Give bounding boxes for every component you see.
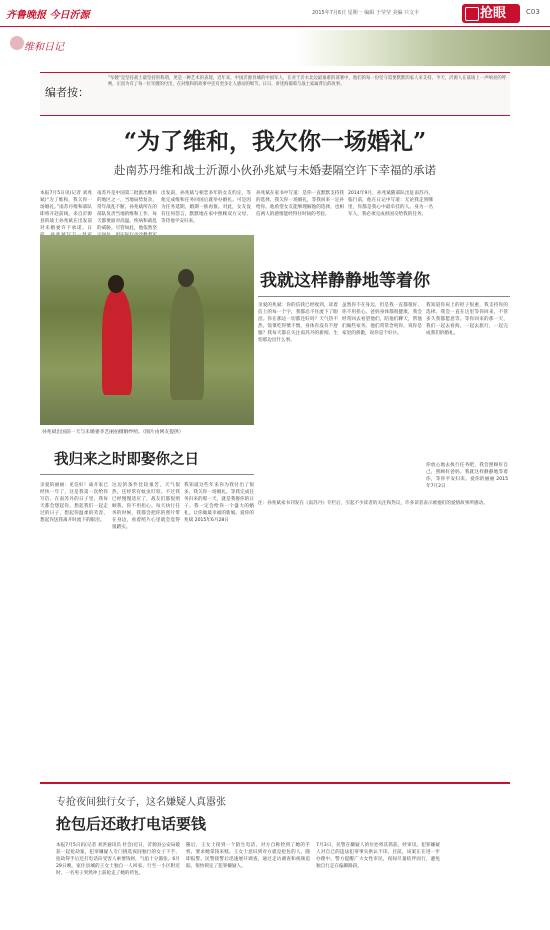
intro-column: 2014年9月，孙兆斌随部队出征南苏丹。临行前，他在日记中写道：无论我走到哪里，你都是我心中最牵挂的人。身为一名军人，我必须完成祖国交给我的任务。 [348, 191, 433, 217]
dateline: 2015年7月6日 星期一 编辑 于莹莹 美编 只文丰 [312, 10, 420, 16]
intro-column: 本报7月5日讯(记者 刘兆斌)“为了维和，我欠你一场婚礼。”南苏丹维和部队即将开赴前线，来自沂源县的战士孙兆斌在出发前对未婚妻许下承诺。日 [40, 191, 92, 231]
robber-story-headline: 抢包后还敢打电话要钱 [56, 815, 207, 833]
masthead: 齐鲁晚报 今日沂源 [6, 10, 90, 21]
section-divider [40, 782, 510, 784]
main-headline: “为了维和，我欠你一场婚礼” [123, 128, 427, 155]
wedding-photo [40, 235, 254, 425]
intro-column: 出发前，孙兆斌与相恋多年的女友约定，等他完成维和任务回国后就举办婚礼。可是因为任务延期，婚期一推再推。对此，女友没有任何怨言，默默地在家中照顾双方父母，等待他平安归来。 [161, 191, 251, 224]
photo-caption: 孙兆斌出国前一天与未婚妻李艺丽拍摄婚纱照。（图片由网友提供） [42, 430, 184, 435]
wait-story-note: 注：孙兆斌家书刊发在《南苏丹》专栏后，引起不少读者的关注和热议，许多读者表示被他们的爱情故事所感动。 [258, 501, 488, 506]
column-logo: 维和日记 [24, 42, 64, 53]
return-story-headline: 我归来之时即娶你之日 [54, 451, 199, 468]
bride-head [108, 275, 124, 293]
wait-story-column: 你放心地去执行任务吧，我会照顾好自己，照顾好爸妈。我就这样静静地等着你，等你平安归来。爱你的丽丽 2015年7月2日 [426, 463, 508, 489]
divider [258, 296, 510, 297]
wait-story-column: 虽然你不在身边，但是我一直都很好，你不用担心。爸妈身体都很健康，我会经常回去看望他们，陪他们聊天，帮他们做些家务。他们常常念叨你，说你是家里的骄傲，说你是个好兵。 [342, 303, 422, 336]
bride-figure [102, 290, 132, 395]
wait-story-column: 亲爱的兆斌：你的信我已经收到，读着信上的每一个字，我都忍不住流下了眼泪。你在那边一切都还好吗？天气热不热，饭菜吃得惯不惯，身体有没有不舒服？我每天都在关注南苏丹的新闻，生怕那边出什么事。 [258, 303, 338, 343]
dove-icon [10, 36, 24, 50]
rubric-title: 抢眼 [480, 6, 507, 21]
return-story-column: 亲爱的丽丽：见信好！离开家已经快一年了，这是我第一次给你写信。在南苏丹的日子里，我每天都会想起你。想起我们一起走过的日子，想起你温柔的笑容，想起你送我离开时流下的眼泪。 [40, 483, 108, 523]
divider [40, 474, 254, 475]
wait-story-headline: 我就这样静静地等着你 [260, 271, 430, 291]
page-number: C03 [526, 8, 540, 16]
intro-column: 孙兆斌在家书中写道：是你一直默默支持我的选择，我欠你一场婚礼，等我回来一定补给你。他希望女友能够理解他的选择，也相信两人的感情能经得住时间的考验。 [256, 191, 344, 217]
groom-figure [170, 285, 204, 400]
return-story-column: 我知道这些年来你为我付出了很多，我欠你一场婚礼。等我完成任务归来的那一天，就是我娶你的日子。我一定会给你一个盛大的婚礼，让你做最幸福的新娘。爱你的兆斌 2015年6月28日 [184, 483, 254, 523]
intro-column: 南苏丹是中国第二批派出维和的地区之一，当地局势复杂，常年战乱不断。孙兆斌所在的部队负责当地的维和工作，每天都要面对高温、疾病和战乱的威胁。尽管如此，他依然坚 [97, 191, 157, 231]
robber-story-column: 7月3日，民警在嫌疑人的住处将其抓获。经审讯，犯罪嫌疑人对自己的违法犯罪事实供认不讳。目前，该案正在进一步办理中。警方提醒广大女性市民，夜间尽量结伴而行，避免独自行走在偏僻路段。 [316, 843, 440, 869]
robber-story-column: 随后，王女士接到一个陌生电话，对方自称捡到了她的手机，要求她拿钱来赎。王女士意识到对方就是抢包的人，随即报警。民警接警后迅速展开调查，通过走访调查和视频追踪，很快锁定了犯罪嫌疑人。 [186, 843, 310, 869]
rubric-icon [465, 7, 479, 21]
robber-story-kicker: 专抢夜间独行女子，这名嫌疑人真嚣张 [56, 797, 226, 808]
main-subheadline: 赴南苏丹维和战士沂源小伙孙兆斌与未婚妻隔空许下幸福的承诺 [114, 163, 436, 177]
groom-head [178, 269, 194, 287]
editor-note-label: 编者按： [45, 86, 89, 99]
return-story-column: 这边的条件比较艰苦，天气很热，还经常有蚊虫叮咬。不过我已经慢慢适应了，战友们都很照顾我，你不用担心。每天执行任务的时候，我都会把你的照片带在身边，看着照片心里就会觉得很踏实。 [112, 483, 180, 530]
hero-photo-strip [295, 30, 550, 66]
editor-note-text: "军嫂"是坚持战士最坚持的称谓，更是一种艺术的表现。近年来，中国沂源县城的中国军人，在对于沂水北边最艰难的部署中，他们的每一份坚守需要默默的家人来支持。今天，沂源人在战场上一声响亮的呼唤，正因为有了每一位军嫂的付出，在对维和的故事中还有更多让人感动的细节。日日，讲述海葡萄与战士家属背后的故事。 [108, 76, 506, 88]
wait-story-column: 我知道你肩上的担子很重，我支持你的选择。我会一直在这里等你回来，不管多久我都愿意等。等你回来的那一天，我们一起去看海，一起去旅行，一起完成我们的婚礼。 [426, 303, 508, 336]
robber-story-column: 本报7月5日讯(记者 刘洪通讯员 杜会)近日，沂源县公安局破获一起抢劫案，犯罪嫌疑人专门挑选夜间独行的女子下手，抢劫得手后还打电话向受害人索要钱财，气焰十分嚣张。6月29日晚，家住县城的王女士独自一人回家，行至一小区附近时，一名男子突然冲上前抢走了她的挎包。 [56, 843, 180, 876]
